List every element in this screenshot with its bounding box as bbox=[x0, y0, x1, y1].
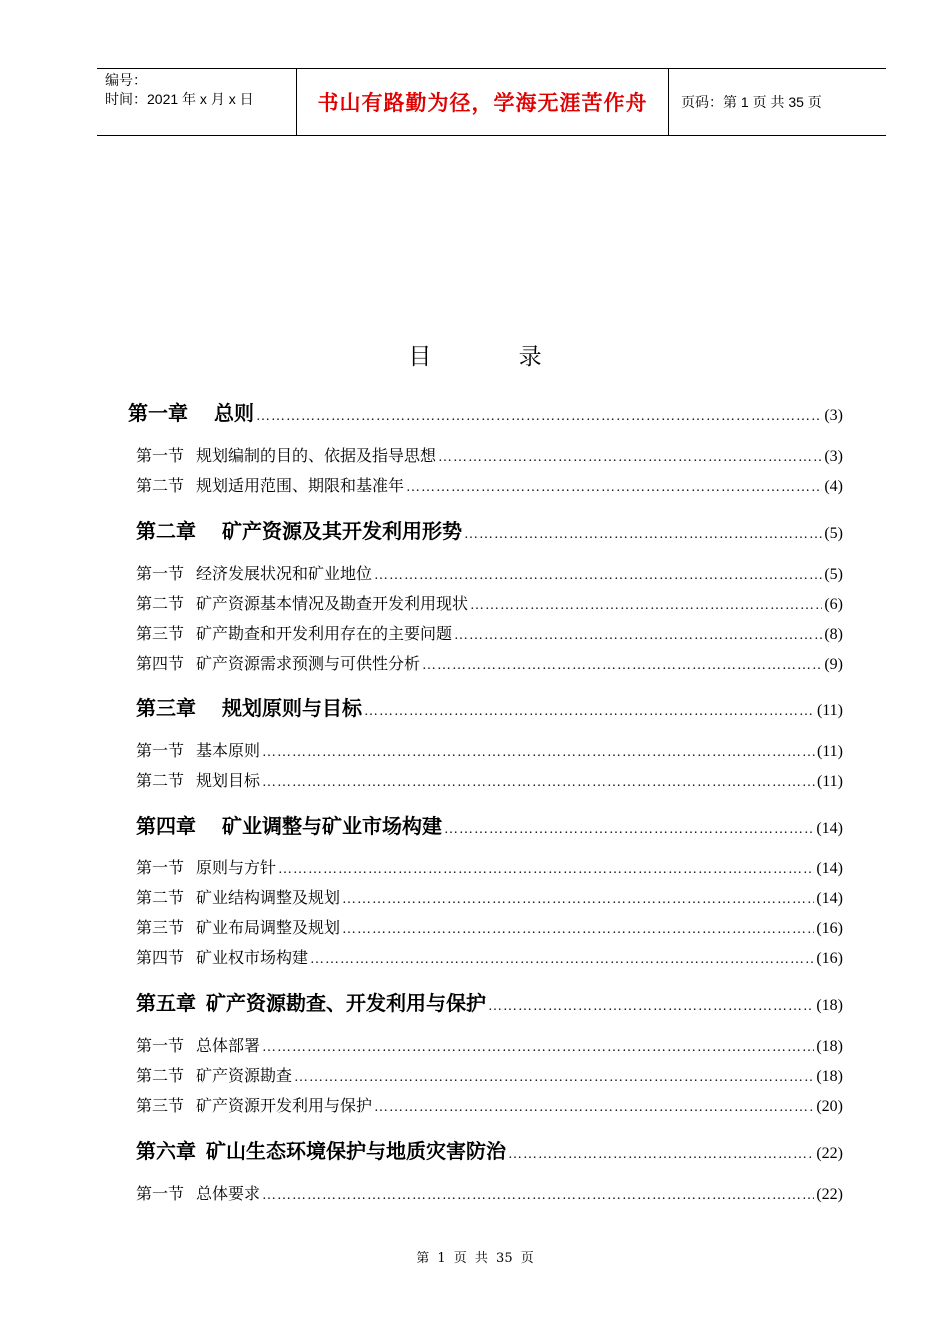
header-page-code: 页码：第 1 页 共 35 页 bbox=[681, 94, 822, 110]
section-label: 第一节 原则与方针 bbox=[136, 858, 277, 877]
section-label: 第三节 矿业布局调整及规划 bbox=[136, 918, 341, 937]
section-page-number: (16) bbox=[816, 920, 843, 937]
chapter-page-number: (5) bbox=[824, 525, 843, 542]
chapter-label: 第五章 矿产资源勘查、开发利用与保护 bbox=[136, 991, 486, 1015]
header-motto: 书山有路勤为径，学海无涯苦作舟 bbox=[297, 69, 669, 135]
section-page-number: (8) bbox=[824, 626, 843, 643]
toc-section-5-3[interactable] bbox=[136, 1093, 843, 1116]
leader-dots bbox=[262, 745, 815, 761]
section-page-number: (4) bbox=[824, 478, 843, 495]
chapter-label: 第三章 规划原则与目标 bbox=[136, 696, 362, 720]
chapter-label: 第一章 总则 bbox=[128, 401, 254, 425]
section-label: 第二节 矿产资源勘查 bbox=[136, 1066, 293, 1085]
chapter-label: 第六章 矿山生态环境保护与地质灾害防治 bbox=[136, 1139, 506, 1163]
section-page-number: (18) bbox=[816, 1038, 843, 1055]
toc-section-2-3[interactable] bbox=[136, 621, 843, 644]
leader-dots bbox=[374, 1100, 814, 1116]
leader-dots bbox=[444, 822, 814, 838]
toc-chapter-2[interactable] bbox=[136, 515, 843, 544]
leader-dots bbox=[488, 999, 814, 1015]
section-label: 第一节 总体部署 bbox=[136, 1036, 261, 1055]
toc-section-4-4[interactable] bbox=[136, 945, 843, 968]
leader-dots bbox=[262, 1040, 814, 1056]
section-label: 第一节 规划编制的目的、依据及指导思想 bbox=[136, 446, 437, 465]
time-label: 时间：2021 年 x 月 x 日 bbox=[105, 91, 254, 107]
number-label: 编号： bbox=[105, 72, 147, 88]
section-page-number: (6) bbox=[824, 596, 843, 613]
section-page-number: (20) bbox=[816, 1098, 843, 1115]
toc-section-5-2[interactable] bbox=[136, 1063, 843, 1086]
leader-dots bbox=[374, 568, 822, 584]
section-label: 第二节 矿业结构调整及规划 bbox=[136, 888, 341, 907]
leader-dots bbox=[464, 527, 822, 543]
section-page-number: (11) bbox=[816, 743, 843, 760]
section-label: 第二节 规划目标 bbox=[136, 771, 261, 790]
section-label: 第二节 规划适用范围、期限和基准年 bbox=[136, 476, 405, 495]
toc-chapter-3[interactable] bbox=[136, 692, 843, 721]
leader-dots bbox=[342, 892, 814, 908]
leader-dots bbox=[422, 658, 822, 674]
section-label: 第一节 基本原则 bbox=[136, 741, 261, 760]
toc-section-3-1[interactable] bbox=[136, 738, 843, 761]
section-label: 第四节 矿业权市场构建 bbox=[136, 948, 309, 967]
section-page-number: (5) bbox=[824, 566, 843, 583]
leader-dots bbox=[262, 1188, 814, 1204]
leader-dots bbox=[406, 480, 822, 496]
header-meta bbox=[97, 69, 297, 135]
leader-dots bbox=[470, 598, 822, 614]
toc-chapter-4[interactable] bbox=[136, 810, 843, 839]
toc-section-2-4[interactable] bbox=[136, 651, 843, 674]
leader-dots bbox=[508, 1147, 814, 1163]
toc-section-3-2[interactable] bbox=[136, 768, 843, 791]
chapter-page-number: (3) bbox=[824, 407, 843, 424]
section-page-number: (11) bbox=[816, 773, 843, 790]
leader-dots bbox=[364, 704, 815, 720]
section-page-number: (22) bbox=[816, 1186, 843, 1203]
leader-dots bbox=[438, 450, 822, 466]
leader-dots bbox=[278, 862, 814, 878]
toc-chapter-5[interactable] bbox=[136, 987, 843, 1016]
page-header bbox=[97, 68, 886, 136]
toc-section-2-2[interactable] bbox=[136, 591, 843, 614]
leader-dots bbox=[342, 922, 814, 938]
chapter-page-number: (14) bbox=[816, 820, 843, 837]
section-label: 第一节 经济发展状况和矿业地位 bbox=[136, 564, 373, 583]
chapter-label: 第二章 矿产资源及其开发利用形势 bbox=[136, 519, 462, 543]
leader-dots bbox=[256, 409, 822, 425]
section-label: 第四节 矿产资源需求预测与可供性分析 bbox=[136, 654, 421, 673]
chapter-page-number: (11) bbox=[816, 702, 843, 719]
toc-section-2-1[interactable] bbox=[136, 561, 843, 584]
section-page-number: (9) bbox=[824, 656, 843, 673]
toc-title: 目 录 bbox=[408, 344, 582, 370]
leader-dots bbox=[310, 952, 814, 968]
section-label: 第三节 矿产资源开发利用与保护 bbox=[136, 1096, 373, 1115]
section-page-number: (14) bbox=[816, 860, 843, 877]
toc-section-4-2[interactable] bbox=[136, 885, 843, 908]
section-label: 第三节 矿产勘查和开发利用存在的主要问题 bbox=[136, 624, 453, 643]
leader-dots bbox=[294, 1070, 814, 1086]
chapter-page-number: (22) bbox=[816, 1145, 843, 1162]
toc-section-1-2[interactable] bbox=[136, 473, 843, 496]
section-page-number: (16) bbox=[816, 950, 843, 967]
toc-chapter-1[interactable] bbox=[128, 397, 843, 426]
toc-section-1-1[interactable] bbox=[136, 443, 843, 466]
section-page-number: (14) bbox=[816, 890, 843, 907]
section-page-number: (18) bbox=[816, 1068, 843, 1085]
toc-section-6-1[interactable] bbox=[136, 1181, 843, 1204]
toc-chapter-6[interactable] bbox=[136, 1135, 843, 1164]
section-page-number: (3) bbox=[824, 448, 843, 465]
toc-section-4-3[interactable] bbox=[136, 915, 843, 938]
page-footer: 第 1 页 共 35 页 bbox=[416, 1251, 534, 1266]
section-label: 第二节 矿产资源基本情况及勘查开发利用现状 bbox=[136, 594, 469, 613]
leader-dots bbox=[262, 775, 815, 791]
chapter-label: 第四章 矿业调整与矿业市场构建 bbox=[136, 814, 442, 838]
chapter-page-number: (18) bbox=[816, 997, 843, 1014]
toc-section-4-1[interactable] bbox=[136, 855, 843, 878]
toc-section-5-1[interactable] bbox=[136, 1033, 843, 1056]
section-label: 第一节 总体要求 bbox=[136, 1184, 261, 1203]
leader-dots bbox=[454, 628, 822, 644]
